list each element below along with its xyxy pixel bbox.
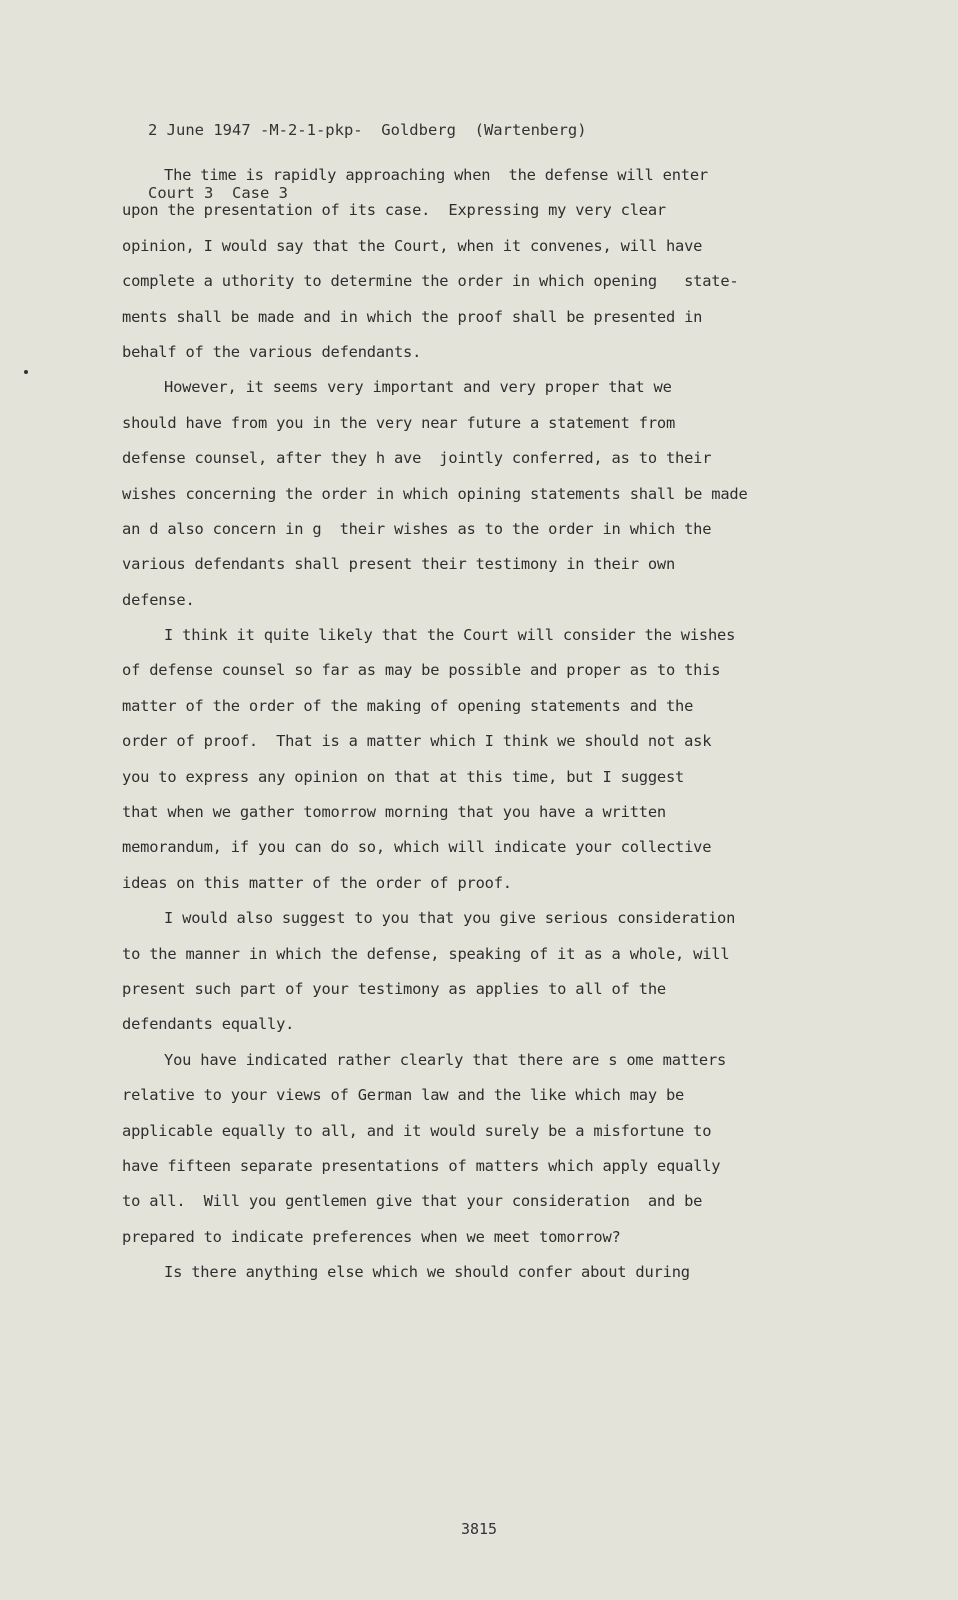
text-line: I would also suggest to you that you give serious consideration <box>164 909 736 928</box>
text-line: defense counsel, after they h ave jointly conferred, as to their <box>122 449 712 468</box>
text-line: to all. Will you gentlemen give that your consideration and be <box>122 1192 703 1211</box>
text-line: complete a uthority to determine the order in which opening state- <box>122 272 739 291</box>
text-line: various defendants shall present their testimony in their own <box>122 555 676 574</box>
text-line: opinion, I would say that the Court, when it convenes, will have <box>122 236 703 255</box>
text-line: I think it quite likely that the Court will consider the wishes <box>164 626 736 645</box>
text-line: should have from you in the very near future a statement from <box>122 413 676 432</box>
text-line: The time is rapidly approaching when the defense will enter <box>164 166 708 184</box>
text-line: you to express any opinion on that at this time, but I suggest <box>122 767 685 786</box>
text-line: relative to your views of German law and the like which may be <box>122 1086 685 1105</box>
text-line: ideas on this matter of the order of proof. <box>122 873 512 892</box>
margin-mark <box>24 370 28 374</box>
text-line: You have indicated rather clearly that there are s ome matters <box>164 1050 727 1069</box>
text-line: have fifteen separate presentations of matters which apply equally <box>122 1156 721 1175</box>
text-line: that when we gather tomorrow morning that you have a written <box>122 803 666 822</box>
header-date-line: 2 June 1947 -M-2-1-pkp- Goldberg (Wartenberg) <box>148 121 587 139</box>
header-court-line: Court 3 Case 3 <box>148 184 288 202</box>
text-line: order of proof. That is a matter which I think we should not ask <box>122 732 712 751</box>
text-line: present such part of your testimony as applies to all of the <box>122 979 666 998</box>
text-line: defendants equally. <box>122 1015 295 1034</box>
text-line: matter of the order of the making of opening statements and the <box>122 696 694 715</box>
text-line: applicable equally to all, and it would surely be a misfortune to <box>122 1121 712 1140</box>
page-number: 3815 <box>460 1520 498 1538</box>
text-line: memorandum, if you can do so, which will indicate your collective <box>122 838 712 857</box>
text-line: wishes concerning the order in which opining statements shall be made <box>122 484 748 503</box>
transcript-body <box>122 158 842 1291</box>
text-line: Is there anything else which we should confer about during <box>164 1263 690 1282</box>
text-line: ments shall be made and in which the proof shall be presented in <box>122 307 703 326</box>
text-line: prepared to indicate preferences when we meet tomorrow? <box>122 1227 621 1246</box>
text-line: However, it seems very important and very proper that we <box>164 378 672 397</box>
text-line: to the manner in which the defense, speaking of it as a whole, will <box>122 944 730 963</box>
text-line: of defense counsel so far as may be possible and proper as to this <box>122 661 721 680</box>
text-line: defense. <box>122 590 195 609</box>
text-line: upon the presentation of its case. Expressing my very clear <box>122 201 666 220</box>
text-line: an d also concern in g their wishes as to the order in which the <box>122 519 712 538</box>
text-line: behalf of the various defendants. <box>122 342 422 361</box>
